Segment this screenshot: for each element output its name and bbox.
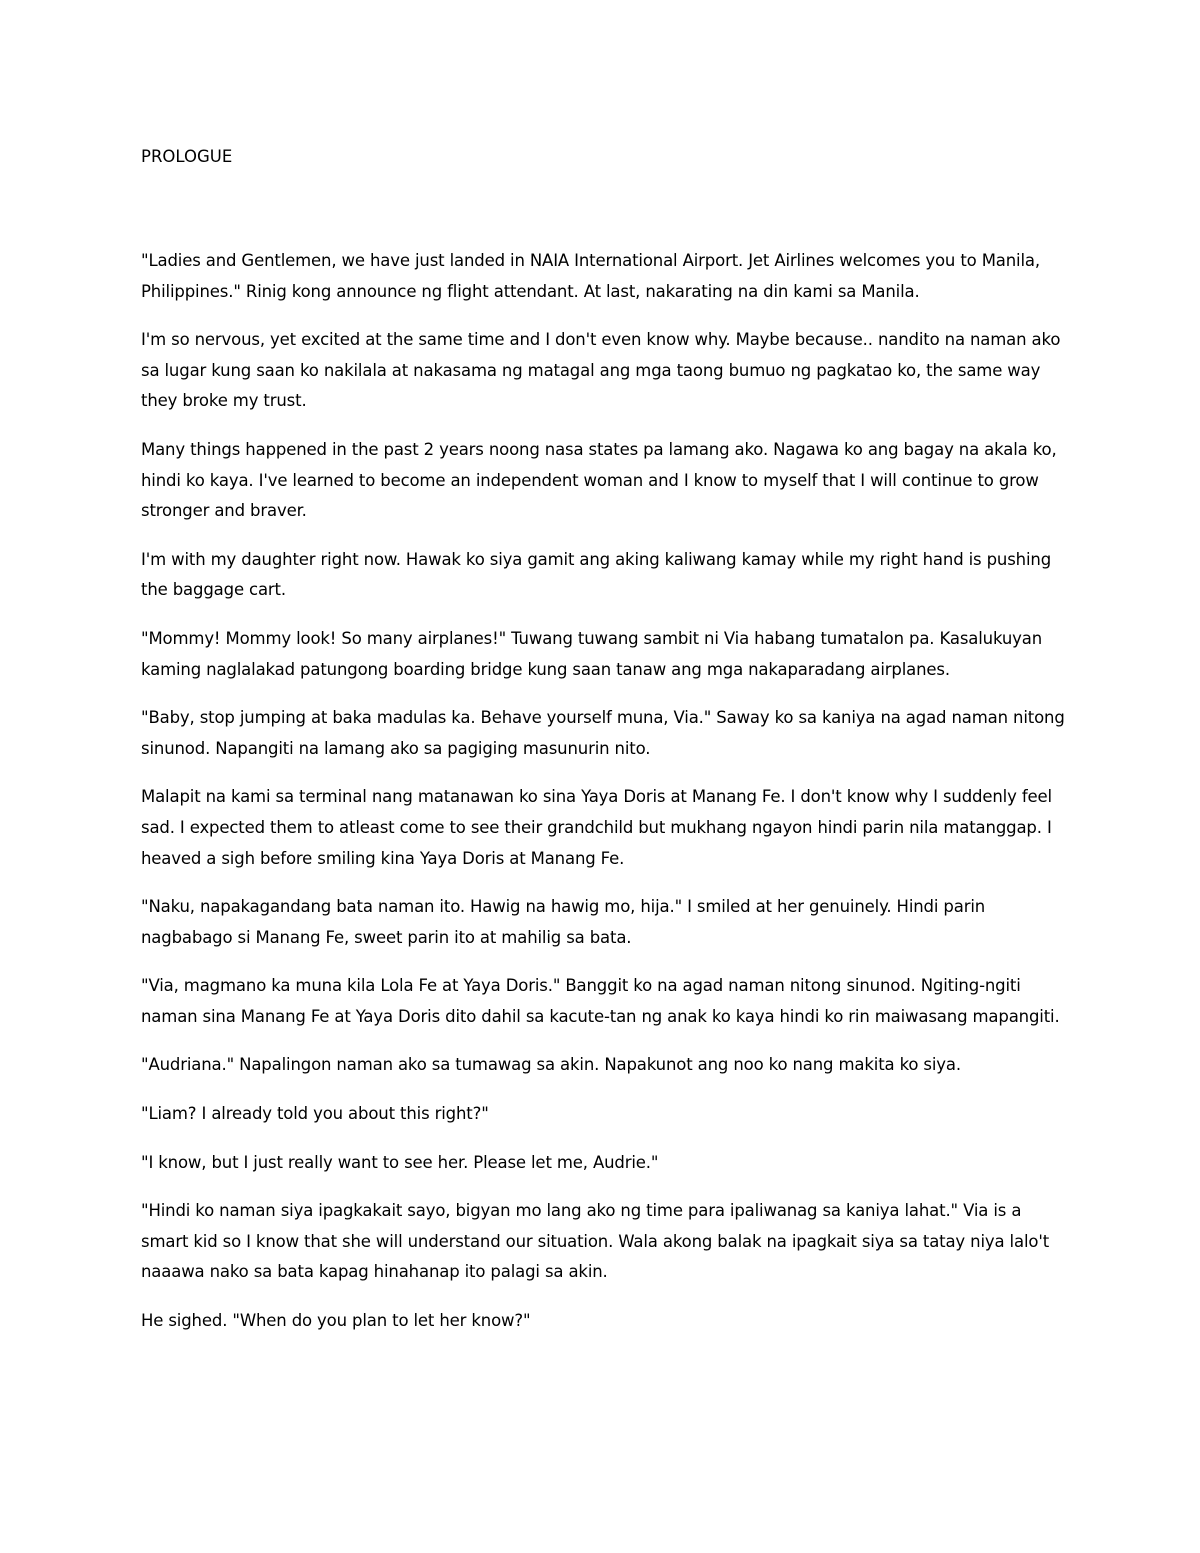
paragraph: "Hindi ko naman siya ipagkakait sayo, bigyan mo lang ako ng time para ipaliwanag sa kaniya lahat." Via is a smart kid so I know that she will understand our situation. Wala akong balak na ipagkait siya sa tatay niya lalo't naaawa nako sa bata kapag hinahanap ito palagi sa akin.	[141, 1201, 1050, 1282]
paragraph: Many things happened in the past 2 years noong nasa states pa lamang ako. Nagawa ko ang bagay na akala ko, hindi ko kaya. I've learned to become an independent woman and I know to myself that I will continue to grow stronger and braver.	[141, 439, 1057, 521]
paragraph: "Audriana." Napalingon naman ako sa tumawag sa akin. Napakunot ang noo ko nang makita ko siya.	[141, 1055, 961, 1075]
paragraph: "Mommy! Mommy look! So many airplanes!" Tuwang tuwang sambit ni Via habang tumatalon pa. Kasalukuyan kaming naglalakad patungong boarding bridge kung saan tanaw ang mga nakaparadang airplanes.	[141, 628, 1043, 679]
paragraph: "Naku, napakagandang bata naman ito. Hawig na hawig mo, hija." I smiled at her genuinely. Hindi parin nagbabago si Manang Fe, sweet parin ito at mahilig sa bata.	[141, 897, 986, 947]
paragraph: "Via, magmano ka muna kila Lola Fe at Yaya Doris." Banggit ko na agad naman nitong sinunod. Ngiting-ngiti naman sina Manang Fe at Yaya Doris dito dahil sa kacute-tan ng anak ko kaya hindi ko rin maiwasang mapangiti.	[141, 976, 1060, 1026]
document-body	[141, 144, 1066, 1355]
paragraph: I'm so nervous, yet excited at the same time and I don't even know why. Maybe because.. nandito na naman ako sa lugar kung saan ko nakilala at nakasama ng matagal ang mga taong bumuo ng pagkatao ko, the same way they broke my trust.	[141, 330, 1061, 411]
paragraph: "Liam? I already told you about this right?"	[141, 1104, 489, 1124]
paragraph: I'm with my daughter right now. Hawak ko siya gamit ang aking kaliwang kamay while my right hand is pushing the baggage cart.	[141, 549, 1052, 600]
paragraph: He sighed. "When do you plan to let her know?"	[141, 1311, 531, 1331]
paragraph: "I know, but I just really want to see her. Please let me, Audrie."	[141, 1152, 659, 1172]
paragraph: "Baby, stop jumping at baka madulas ka. Behave yourself muna, Via." Saway ko sa kaniya na agad naman nitong sinunod. Napangiti na lamang ako sa pagiging masunurin nito.	[141, 708, 1065, 758]
paragraph: Malapit na kami sa terminal nang matanawan ko sina Yaya Doris at Manang Fe. I don't know why I suddenly feel sad. I expected them to atleast come to see their grandchild but mukhang ngayon hindi parin nila matanggap. I heaved a sigh before smiling kina Yaya Doris at Manang Fe.	[141, 787, 1052, 868]
paragraph: "Ladies and Gentlemen, we have just landed in NAIA International Airport. Jet Airlines welcomes you to Manila, Philippines." Rinig kong announce ng flight attendant. At last, nakarating na din kami sa Manila.	[141, 251, 1040, 301]
chapter-title: PROLOGUE	[141, 147, 233, 166]
